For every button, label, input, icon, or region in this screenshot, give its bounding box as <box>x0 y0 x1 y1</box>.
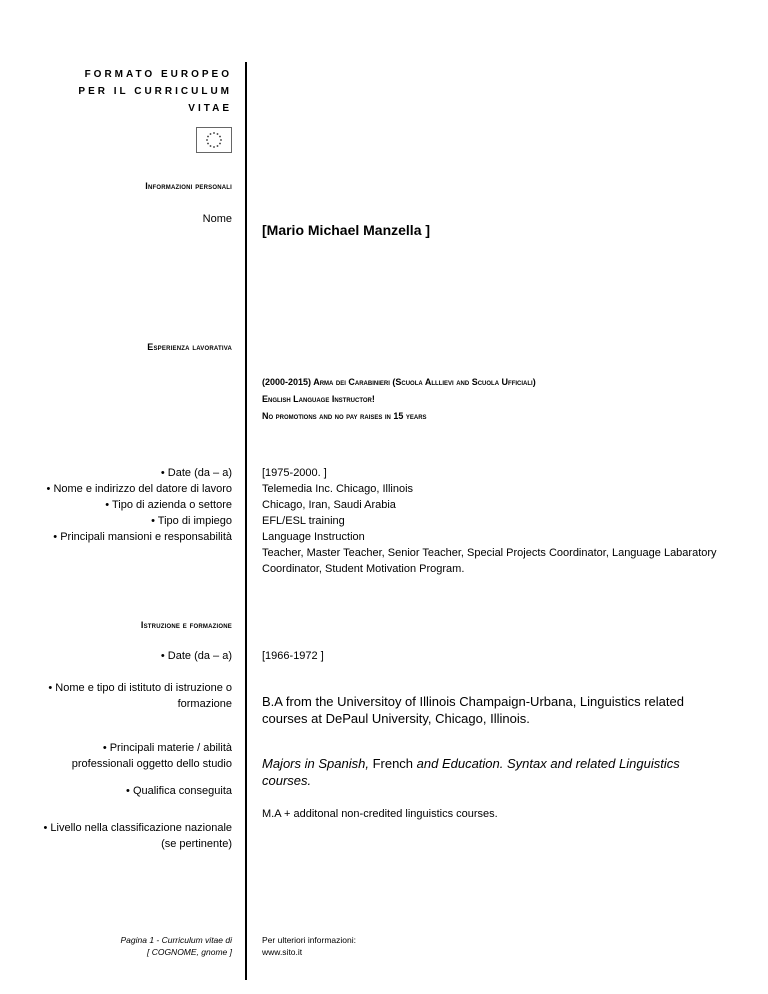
subjects-majors: Majors in Spanish, <box>262 756 369 771</box>
footer-right-line-1: Per ulteriori informazioni: <box>262 935 357 945</box>
section-title-education: Istruzione e formazione <box>140 620 232 630</box>
edu-label-subjects: • Principali materie / abilità professionali oggetto dello studio <box>71 742 232 770</box>
edu-value-date: [1966-1972 ] <box>262 650 324 662</box>
header-title <box>60 66 232 117</box>
header-line-1: FORMATO EUROPEO <box>84 69 232 80</box>
recent-line-2: English Language Instructor! <box>262 394 375 404</box>
name-value: [Mario Michael Manzella ] <box>262 222 431 238</box>
label-duties: • Principali mansioni e responsabilità <box>53 531 232 543</box>
recent-line-3: No promotions and no pay raises in 15 years <box>262 411 427 421</box>
edu-label-qualification: • Qualifica conseguita <box>126 785 232 797</box>
footer-page-info <box>40 934 232 958</box>
recent-line-1: (2000-2015) Arma dei Carabinieri (Scuola Alllievi and Scuola Ufficiali) <box>262 377 536 387</box>
value-locations: Chicago, Iran, Saudi Arabia <box>262 499 396 511</box>
experience-values <box>262 465 752 577</box>
experience-labels <box>40 465 232 545</box>
value-date: [1975-2000. ] <box>262 467 327 479</box>
edu-label-level: • Livello nella classificazione nazionale (se pertinente) <box>43 822 232 850</box>
section-title-personal: Informazioni personali <box>145 181 232 191</box>
edu-label-institute: • Nome e tipo di istituto di istruzione o formazione <box>48 682 232 710</box>
header-line-2: PER IL CURRICULUM <box>78 86 232 97</box>
edu-value-subjects <box>262 755 732 789</box>
subjects-rest: and Education. Syntax and related Linguistics courses. <box>262 756 680 788</box>
label-date: • Date (da – a) <box>160 467 232 479</box>
footer-left-line-2: [ COGNOME, gnome ] <box>146 947 232 957</box>
vertical-divider <box>245 62 247 980</box>
value-employer: Telemedia Inc. Chicago, Illinois <box>262 483 414 495</box>
eu-flag-icon <box>196 127 232 153</box>
section-title-experience: Esperienza lavorativa <box>147 342 232 352</box>
value-duties: Teacher, Master Teacher, Senior Teacher, Special Projects Coordinator, Language Labaratory Coordinator, Student Motivation Program. <box>262 547 717 575</box>
recent-experience <box>262 374 536 425</box>
footer-contact <box>262 934 356 958</box>
name-label: Nome <box>202 213 232 225</box>
value-sector: EFL/ESL training <box>262 515 345 527</box>
footer-website-link[interactable]: www.sito.it <box>262 947 303 957</box>
label-employer: • Nome e indirizzo del datore di lavoro <box>46 483 232 495</box>
footer-left-line-1: Pagina 1 - Curriculum vitae di <box>120 935 232 945</box>
header-line-3: VITAE <box>188 103 232 114</box>
edu-value-institute: B.A from the Universitoy of Illinois Champaign-Urbana, Linguistics related courses at DePaul University, Chicago, Illinois. <box>262 694 684 726</box>
edu-value-qualification: M.A + additonal non-credited linguistics courses. <box>262 808 498 820</box>
edu-label-date: • Date (da – a) <box>160 650 232 662</box>
label-sector: • Tipo di azienda o settore <box>105 499 232 511</box>
subjects-french: French <box>368 756 414 771</box>
value-job-type: Language Instruction <box>262 531 365 543</box>
label-job-type: • Tipo di impiego <box>151 515 232 527</box>
